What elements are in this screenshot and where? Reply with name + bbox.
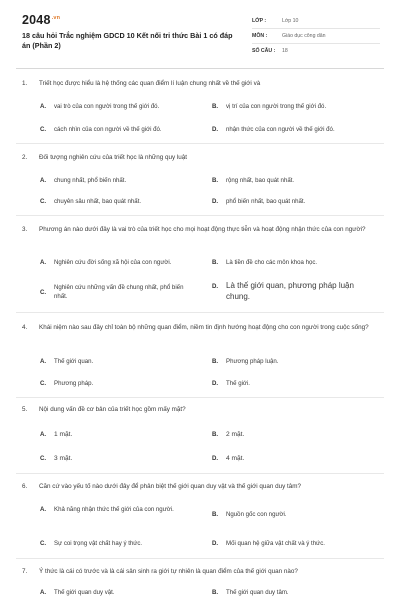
option-2c[interactable]: C. chuyên sâu nhất, bao quát nhất.: [40, 198, 142, 205]
question-6: 6. Căn cứ vào yếu tố nào dưới đây để phân biệt thế giới quan duy vật và thế giới quan duy tâm?: [22, 483, 302, 490]
option-1a[interactable]: A. vai trò của con người trong thế giới đó.: [40, 103, 160, 110]
meta-label: LỚP :: [252, 18, 267, 24]
page-title: 18 câu hỏi Trắc nghiệm GDCD 10 Kết nối tri thức Bài 1 có đáp án (Phần 2): [22, 31, 233, 50]
question-divider: [16, 558, 384, 559]
meta-row-subject: [252, 29, 380, 44]
meta-box: [252, 14, 380, 58]
question-2: 2. Đối tượng nghiên cứu của triết học là những quy luật: [22, 154, 188, 161]
option-6a[interactable]: A. Khả năng nhận thức thế giới của con người.: [40, 506, 174, 513]
option-4d[interactable]: D. Thế giới.: [212, 380, 250, 387]
option-5d[interactable]: D. 4 mặt.: [212, 455, 245, 462]
meta-row-count: [252, 44, 380, 58]
meta-value: 18: [282, 48, 288, 54]
meta-row-class: [252, 14, 380, 29]
option-3b[interactable]: B. Là tiền đề cho các môn khoa học.: [212, 259, 318, 266]
question-divider: [16, 143, 384, 144]
option-5a[interactable]: A. 1 mặt.: [40, 431, 73, 438]
option-6c[interactable]: C. Sự coi trọng vật chất hay ý thức.: [40, 540, 143, 547]
header-divider: [16, 68, 384, 69]
question-divider: [16, 397, 384, 398]
option-6d[interactable]: D. Mối quan hệ giữa vật chất và ý thức.: [212, 540, 325, 547]
option-4b[interactable]: B. Phương pháp luận.: [212, 358, 279, 365]
question-7: 7. Ý thức là cái có trước và là cái sản sinh ra giới tự nhiên là quan điểm của thế giới quan nào?: [22, 568, 298, 575]
option-4a[interactable]: A. Thế giới quan.: [40, 358, 94, 365]
meta-value: Lớp 10: [282, 18, 299, 24]
option-2d[interactable]: D. phổ biến nhất, bao quát nhất.: [212, 198, 306, 205]
option-1d[interactable]: D. nhận thức của con người về thế giới đó.: [212, 126, 335, 133]
option-6b[interactable]: B. Nguồn gốc con người.: [212, 511, 287, 518]
meta-label: SỐ CÂU :: [252, 48, 276, 54]
option-1c[interactable]: C. cách nhìn của con người về thế giới đó.: [40, 126, 162, 133]
meta-value: Giáo dục công dân: [282, 33, 326, 39]
question-divider: [16, 312, 384, 313]
question-divider: [16, 473, 384, 474]
site-logo[interactable]: $2048^{.vn}$: [22, 13, 61, 27]
option-2b[interactable]: B. rộng nhất, bao quát nhất.: [212, 177, 295, 184]
option-2a[interactable]: A. chung nhất, phổ biến nhất.: [40, 177, 127, 184]
question-divider: [16, 215, 384, 216]
option-4c[interactable]: C. Phương pháp.: [40, 380, 94, 387]
option-3d[interactable]: D. Là thế giới quan, phương pháp luận chung.: [212, 281, 354, 301]
option-7b[interactable]: B. Thế giới quan duy tâm.: [212, 589, 289, 596]
option-1b[interactable]: B. vị trí của con người trong thế giới đó.: [212, 103, 327, 110]
option-5b[interactable]: B. 2 mặt.: [212, 431, 245, 438]
option-5c[interactable]: C. 3 mặt.: [40, 455, 73, 462]
question-1: 1. Triết học được hiểu là hệ thống các quan điểm lí luận chung nhất về thế giới và: [22, 80, 261, 87]
option-3c[interactable]: C. Nghiên cứu những vấn đề chung nhất, phổ biến nhất.: [40, 284, 184, 300]
question-3: 3. Phương án nào dưới đây là vai trò của triết học cho mọi hoạt động thực tiễn và hoạt động nhận thức của con người?: [22, 226, 366, 233]
option-7a[interactable]: A. Thế giới quan duy vật.: [40, 589, 115, 596]
question-5: 5. Nội dung vấn đề cơ bản của triết học gồm mấy mặt?: [22, 406, 186, 413]
option-3a[interactable]: A. Nghiên cứu đời sống xã hội của con người.: [40, 259, 172, 266]
meta-label: MÔN :: [252, 33, 268, 39]
question-4: 4. Khái niệm nào sau đây chỉ toàn bộ những quan điểm, niềm tin định hướng hoạt động cho con người trong cuộc sống?: [22, 324, 369, 331]
